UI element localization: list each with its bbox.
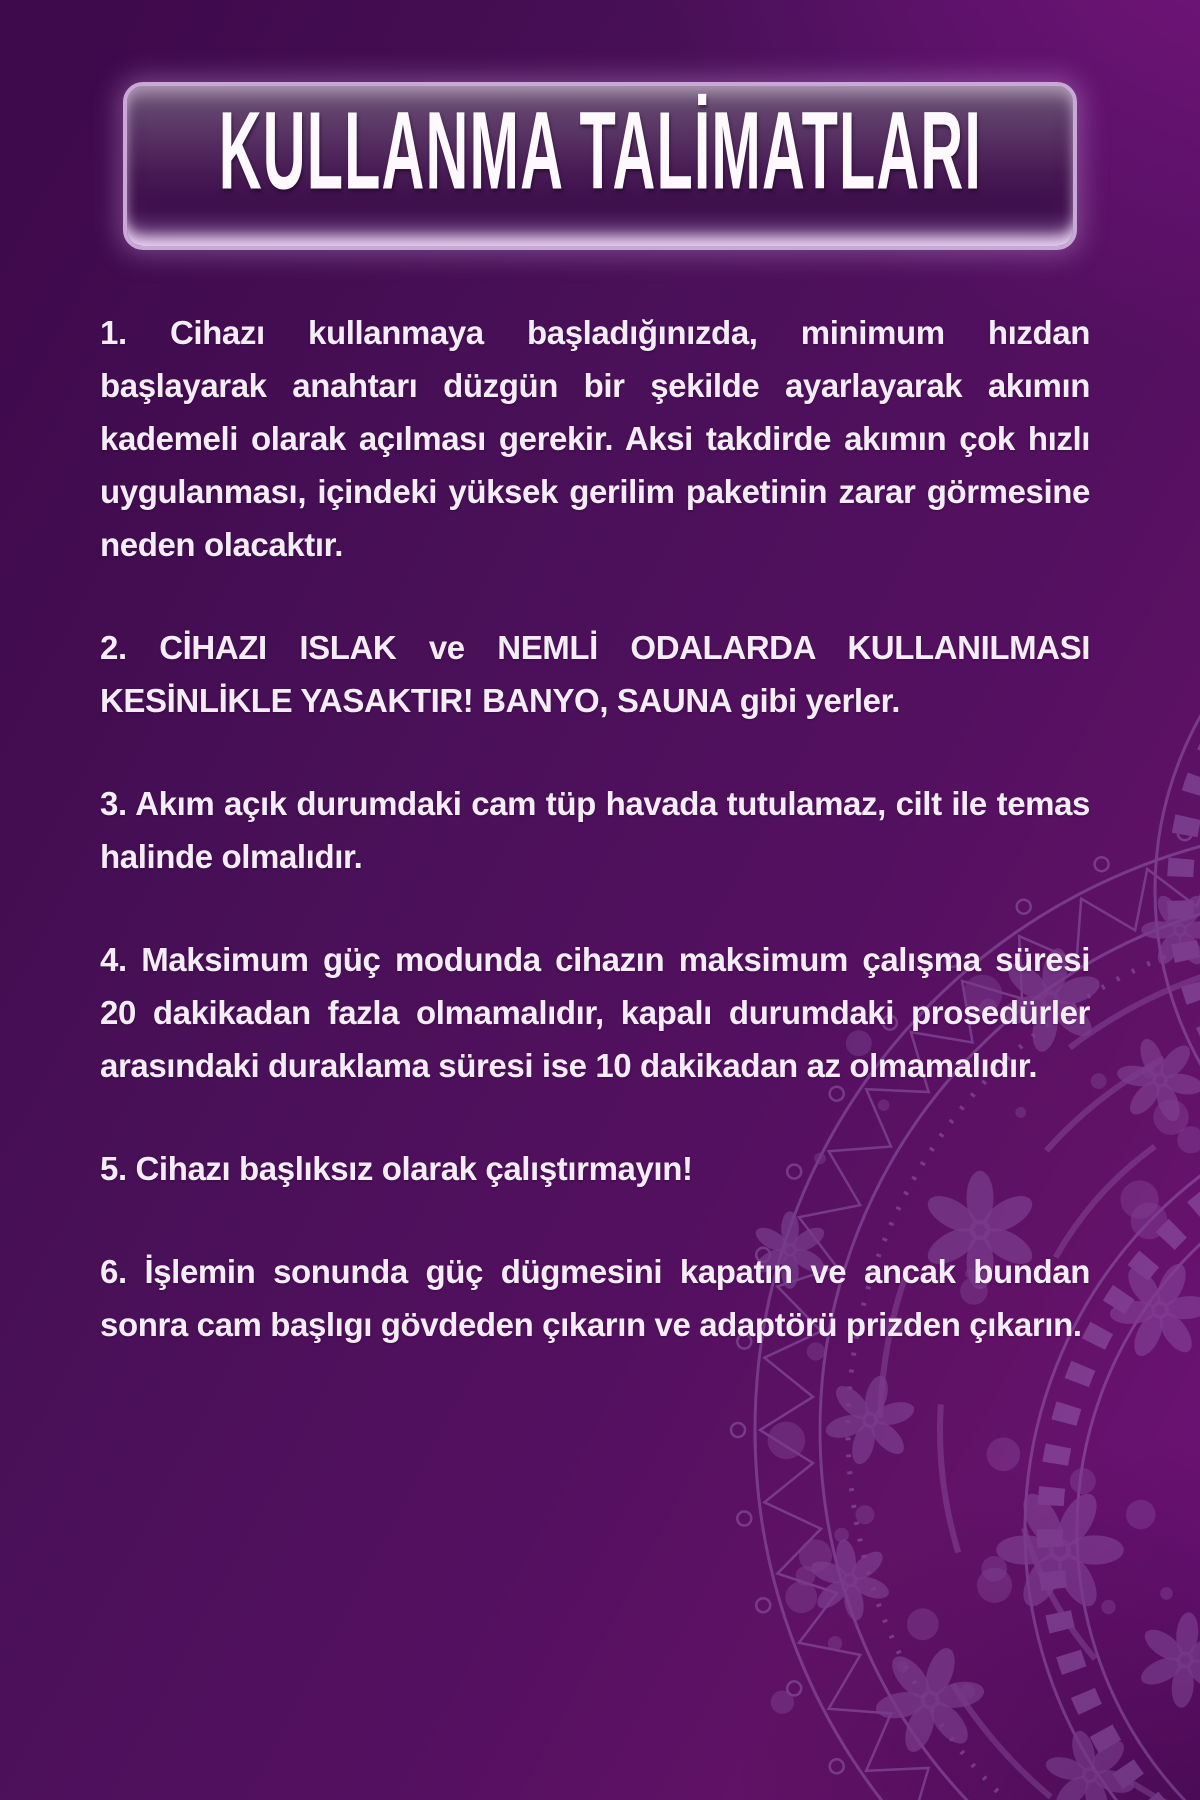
instruction-item-2: 2. CİHAZI ISLAK ve NEMLİ ODALARDA KULLANILMASI KESİNLİKLE YASAKTIR! BANYO, SAUNA gibi yerler.: [100, 629, 1090, 719]
instruction-item-1: 1. Cihazı kullanmaya başladığınızda, minimum hızdan başlayarak anahtarı düzgün bir şekilde ayarlayarak akımın kademeli olarak açılması gerekir. Aksi takdirde akımın çok hızlı uygulanması, içindeki yüksek gerilim paketinin zarar görmesine neden olacaktır.: [100, 314, 1090, 563]
instruction-item-5: 5. Cihazı başlıksız olarak çalıştırmayın!: [100, 1150, 693, 1187]
instruction-item-4: 4. Maksimum güç modunda cihazın maksimum çalışma süresi 20 dakikadan fazla olmamalıdır, kapalı durumdaki prosedürler arasındaki duraklama süresi ise 10 dakikadan az olmamalıdır.: [100, 941, 1090, 1084]
instruction-item-6: 6. İşlemin sonunda güç dügmesini kapatın ve ancak bundan sonra cam başlıgı gövdeden çıkarın ve adaptörü prizden çıkarın.: [100, 1253, 1090, 1343]
instruction-item-3: 3. Akım açık durumdaki cam tüp havada tutulamaz, cilt ile temas halinde olmalıdır.: [100, 785, 1090, 875]
page-title: KULLANMA TALİMATLARI: [218, 89, 982, 212]
instructions-list: [100, 306, 1090, 1401]
title-banner: [123, 82, 1077, 250]
